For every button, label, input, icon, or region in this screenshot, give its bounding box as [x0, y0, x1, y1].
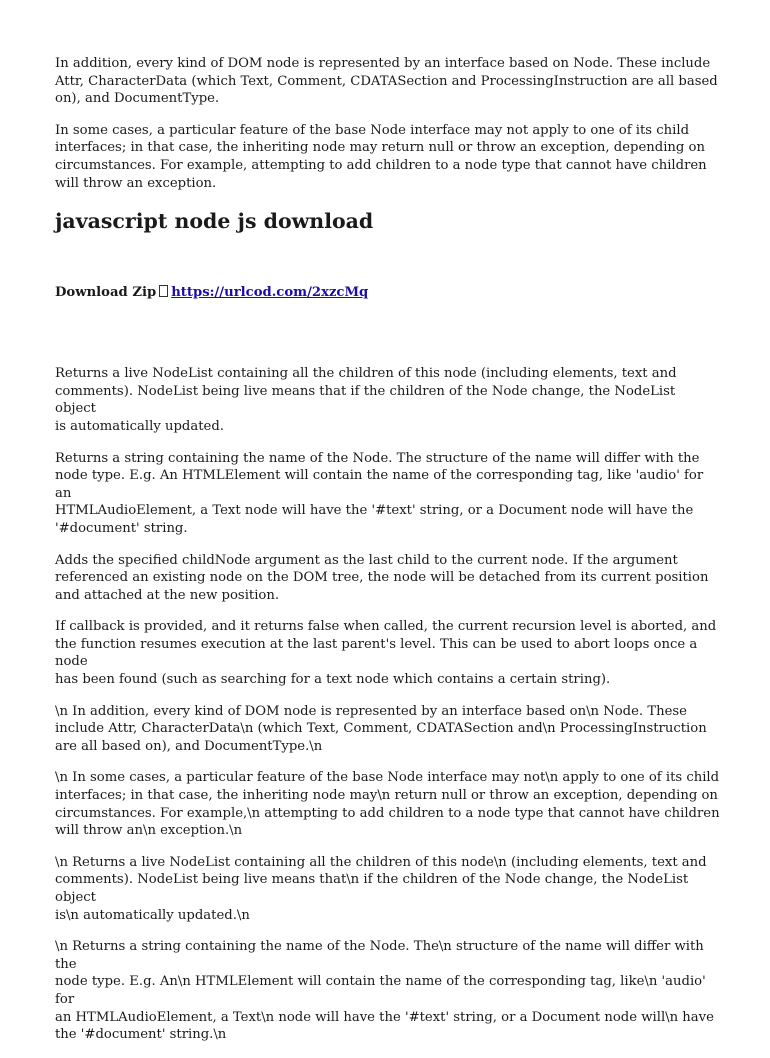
body-paragraph-7: \n Returns a live NodeList containing all the children of this node\n (including elements, text and comments). NodeList being live means that\n if the children of the Node change, the NodeList object is\n automatically updated.\n	[55, 854, 707, 923]
body-paragraph-5: \n In addition, every kind of DOM node is represented by an interface based on\n Node. These include Attr, CharacterData\n (which Text, Comment, CDATASection and\n ProcessingInstruction are all based on), and DocumentType.\n	[55, 703, 707, 754]
download-line	[55, 284, 720, 301]
document-page	[55, 55, 720, 1058]
spacer	[55, 301, 720, 365]
download-label: Download Zip	[55, 285, 157, 301]
download-link[interactable]: https://urlcod.com/2xzcMq	[171, 285, 369, 301]
body-paragraph-3: Adds the specified childNode argument as the last child to the current node. If the argument referenced an existing node on the DOM tree, the node will be detached from its current position and attached at the new position.	[55, 552, 709, 603]
body-paragraph-2: Returns a string containing the name of the Node. The structure of the name will differ with the node type. E.g. An HTMLElement will contain the name of the corresponding tag, like 'audio' for an HTMLAudioElement, a Text node will have the '#text' string, or a Document node will have the '#document' string.	[55, 450, 704, 536]
body-paragraph-8: \n Returns a string containing the name of the Node. The\n structure of the name will differ with the node type. E.g. An\n HTMLElement will contain the name of the corresponding tag, like\n 'audio' for an HTMLAudioElement, a Text\n node will have the '#text' string, or a Document node will\n have the '#document' string.\n	[55, 939, 714, 1043]
body-paragraph-4: If callback is provided, and it returns false when called, the current recursion level is aborted, and the function resumes execution at the last parent's level. This can be used to abort loops once a node has been found (such as searching for a text node which contains a certain string).	[55, 619, 717, 688]
missing-glyph-icon	[159, 285, 168, 297]
intro-paragraph-2: In some cases, a particular feature of the base Node interface may not apply to one of its child interfaces; in that case, the inheriting node may return null or throw an exception, depending on circumstances. For example, attempting to add children to a node type that cannot have children will throw an exception.	[55, 122, 707, 191]
page-title: javascript node js download	[55, 209, 374, 234]
intro-paragraph-1: In addition, every kind of DOM node is represented by an interface based on Node. These include Attr, CharacterData (which Text, Comment, CDATASection and ProcessingInstruction are all based on), and DocumentType.	[55, 56, 718, 107]
body-paragraph-1: Returns a live NodeList containing all the children of this node (including elements, text and comments). NodeList being live means that if the children of the Node change, the NodeList object is automatically updated.	[55, 366, 677, 434]
body-paragraph-6: \n In some cases, a particular feature of the base Node interface may not\n apply to one of its child interfaces; in that case, the inheriting node may\n return null or throw an exception, depending on circumstances. For example,\n attempting to add children to a node type that cannot have children will throw an\n exception.\n	[55, 770, 720, 839]
